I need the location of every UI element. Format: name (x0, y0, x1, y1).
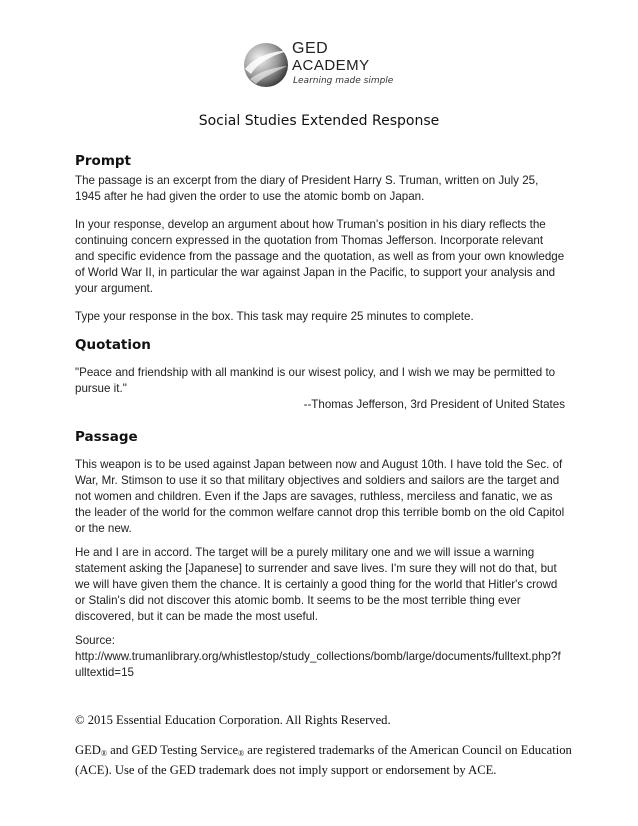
passage-paragraph-2: He and I are in accord. The target will be a purely military one and we will issue a warning statement asking the [Japanese] to surrender and save lives. I'm sure they will not do that, but we will have given them the chance. It is certainly a good thing for the world that Hitler's crowd or Stalin's did not discover this atomic bomb. It seems to be the most terrible thing ever discovered, but it can be made the most useful. (75, 546, 558, 623)
ged-academy-logo (242, 38, 402, 94)
prompt-paragraph-3: Type your response in the box. This task may require 25 minutes to complete. (75, 310, 474, 323)
registered-mark: ® (238, 749, 245, 758)
source-url: http://www.trumanlibrary.org/whistlestop/study_collections/bomb/large/documents/fulltext.php?fulltextid=15 (75, 650, 561, 679)
document-body (75, 153, 565, 681)
prompt-heading: Prompt (75, 153, 132, 169)
prompt-paragraph-2: In your response, develop an argument about how Truman's position in his diary reflects the continuing concern expressed in the quotation from Thomas Jefferson. Incorporate relevant and specific evidence from the passage and the quotation, as well as from your own knowledge of World War II, in particular the war against Japan in the Pacific, to support your analysis and your argument. (75, 218, 565, 295)
quotation-text: "Peace and friendship with all mankind is our wisest policy, and I wish we may be permitted to pursue it." (75, 366, 556, 395)
copyright-notice: © 2015 Essential Education Corporation. All Rights Reserved. (75, 713, 391, 727)
trademark-notice (75, 742, 575, 778)
trademark-testing-service: and GED Testing Service (106, 743, 239, 757)
quotation-heading: Quotation (75, 337, 151, 353)
registered-mark: ® (100, 749, 107, 758)
quotation-attribution: --Thomas Jefferson, 3rd President of United States (303, 398, 565, 411)
globe-swoosh-icon (242, 38, 290, 92)
logo-ged-text: GED (292, 40, 329, 57)
document-footer (75, 712, 575, 778)
passage-paragraph-1: This weapon is to be used against Japan between now and August 10th. I have told the Sec. of War, Mr. Stimson to use it so that military objectives and soldiers and sailors are the target and not women and children. Even if the Japs are savages, ruthless, merciless and fanatic, we as the leader of the world for the common welfare cannot drop this terrible bomb on the old Capitol or the new. (75, 458, 565, 535)
logo-academy-text: ACADEMY (292, 57, 370, 74)
prompt-paragraph-1: The passage is an excerpt from the diary of President Harry S. Truman, written on July 25, 1945 after he had given the order to use the atomic bomb on Japan. (75, 174, 539, 203)
trademark-statement: are registered trademarks of the American Council on Education (ACE). Use of the GED trademark does not imply support or endorsement by ACE. (75, 743, 572, 777)
trademark-ged: GED (75, 743, 101, 757)
passage-heading: Passage (75, 429, 138, 445)
logo-tagline: Learning made simple (293, 76, 394, 86)
document-title: Social Studies Extended Response (198, 113, 440, 129)
source-label: Source: (75, 634, 115, 647)
